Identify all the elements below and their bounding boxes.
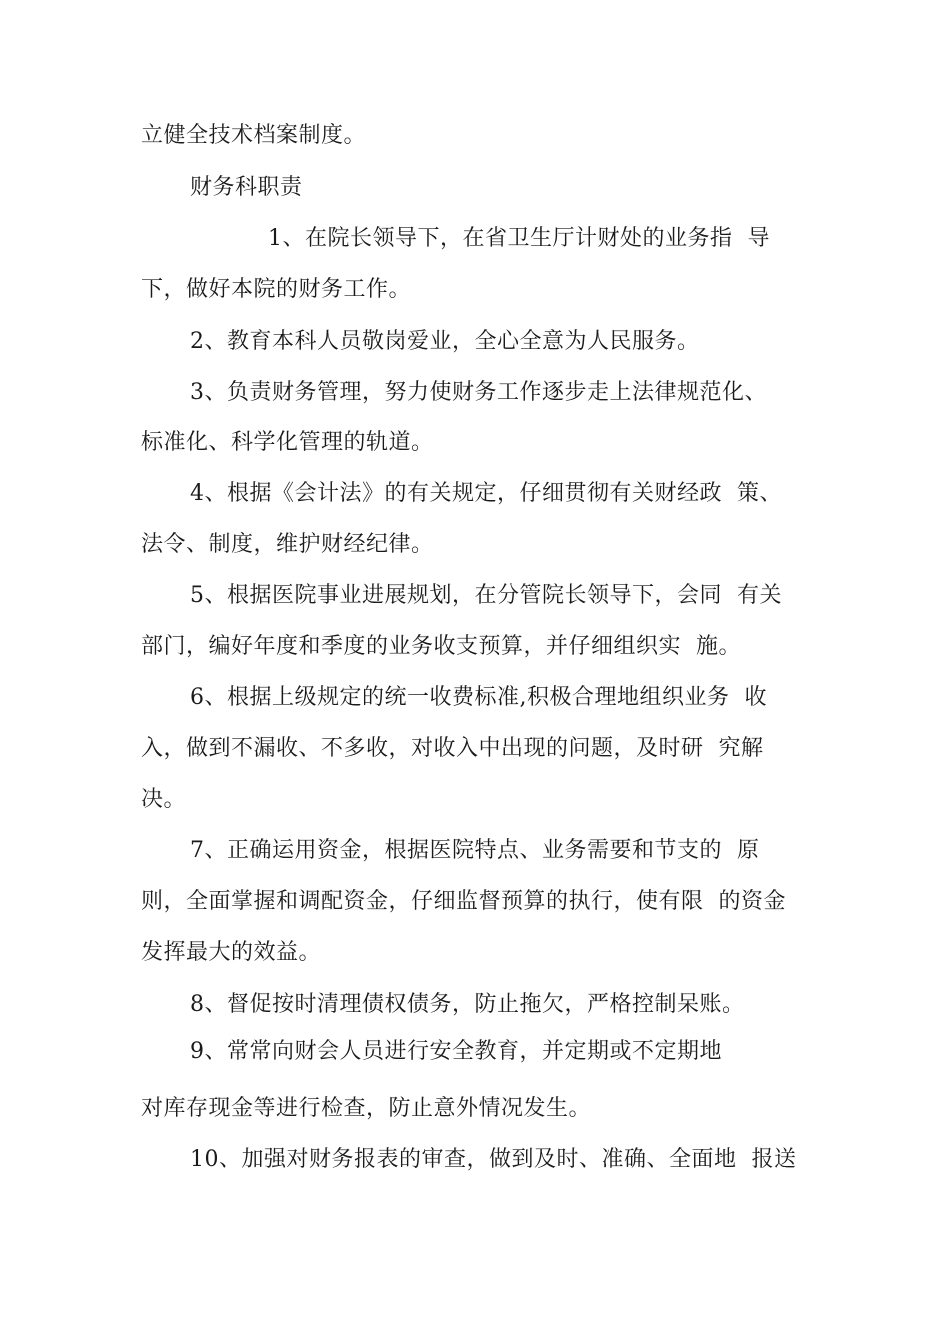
text-line-17: 发挥最大的效益。 <box>141 940 322 965</box>
text-line-3: 1、在院长领导下，在省卫生厅计财处的业务指 导 <box>268 226 770 251</box>
text-line-20: 对库存现金等进行检查，防止意外情况发生。 <box>141 1096 592 1121</box>
text-line-13: 入，做到不漏收、不多收，对收入中出现的问题，及时研 究解 <box>141 736 764 761</box>
text-line-5: 2、教育本科人员敬岗爱业，全心全意为人民服务。 <box>190 329 700 354</box>
text-line-1: 立健全技术档案制度。 <box>141 123 367 148</box>
section-heading: 财务科职责 <box>190 175 303 200</box>
text-line-4: 下，做好本院的财务工作。 <box>141 277 412 302</box>
text-line-12: 6、根据上级规定的统一收费标准,积极合理地组织业务 收 <box>190 685 767 710</box>
text-line-11: 部门，编好年度和季度的业务收支预算，并仔细组织实 施。 <box>141 634 741 659</box>
text-line-14: 决。 <box>141 787 187 812</box>
text-line-15: 7、正确运用资金，根据医院特点、业务需要和节支的 原 <box>190 838 760 863</box>
text-line-7: 标准化、科学化管理的轨道。 <box>141 430 434 455</box>
text-line-6: 3、负责财务管理，努力使财务工作逐步走上法律规范化、 <box>190 380 767 405</box>
text-line-10: 5、根据医院事业进展规划，在分管院长领导下，会同 有关 <box>190 583 782 608</box>
text-line-8: 4、根据《会计法》的有关规定，仔细贯彻有关财经政 策、 <box>190 481 782 506</box>
text-line-19: 9、常常向财会人员进行安全教育，并定期或不定期地 <box>190 1039 722 1064</box>
text-line-16: 则，全面掌握和调配资金，仔细监督预算的执行，使有限 的资金 <box>141 889 786 914</box>
text-line-18: 8、督促按时清理债权债务，防止拖欠，严格控制呆账。 <box>190 992 745 1017</box>
text-line-9: 法令、制度，维护财经纪律。 <box>141 532 434 557</box>
text-line-21: 10、加强对财务报表的审查，做到及时、准确、全面地 报送 <box>190 1147 797 1172</box>
